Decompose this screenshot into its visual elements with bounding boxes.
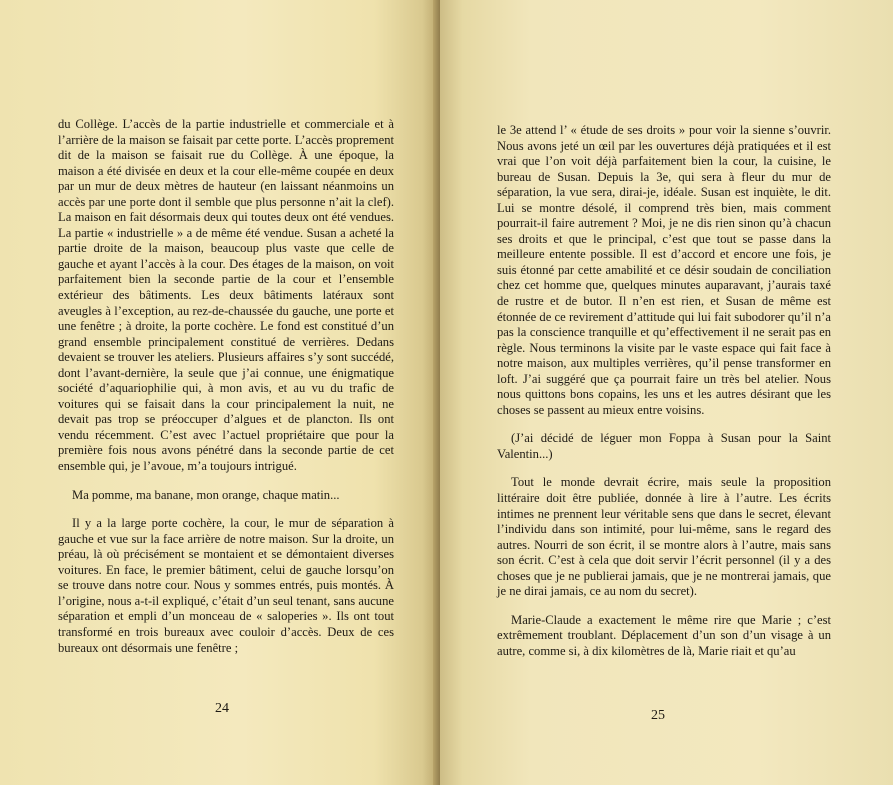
right-page-text (497, 123, 831, 660)
right-page (440, 0, 893, 785)
paragraph: (J’ai décidé de léguer mon Foppa à Susan pour la Saint Valentin...) (497, 431, 831, 461)
paragraph: Ma pomme, ma banane, mon orange, chaque matin... (72, 487, 340, 502)
page-number: 25 (651, 708, 665, 723)
paragraph: Il y a la large porte cochère, la cour, le mur de séparation à gauche et vue sur la face arrière de notre maison. Sur la droite, un préau, là où précisément se montaient et se démontaient diverses voitures. En face, le premier bâtiment, celui de gauche lorsqu’on se trouve dans notre cour. Nous y sommes entrés, puis montés. À l’origine, nous a-t-il expliqué, c’était d’un seul tenant, sans aucune séparation et empli d’un monceau de « saloperies ». Ils ont tout transformé en trois bureaux avec couloir d’accès. Deux de ces bureaux ont désormais une fenêtre ; (58, 516, 394, 655)
paragraph: Tout le monde devrait écrire, mais seule la proposition littéraire doit être publiée, donnée à lire à l’autre. Les écrits intimes ne prennent leur véritable sens que dans le secret, élevant l’individu dans son intimité, pour lui-même, sans le regard des autres. Nourri de son écrit, il se montre alors à l’autre, mais sans son écrit. C’est à cela que doit servir l’écrit personnel (il y a des choses que je ne publierai jamais, que je ne montrerai jamais, que je ne dirai jamais, ce au nom du secret). (497, 475, 831, 599)
paragraph: du Collège. L’accès de la partie industrielle et commerciale et à l’arrière de la maison se faisait par cette porte. L’accès proprement dit de la maison se faisait rue du Collège. À une époque, la maison a été divisée en deux et la cour elle-même coupée en deux par un mur de deux mètres de hauteur (en laissant néanmoins un accès par une porte dont il semble que plus personne n’ait la clef). La maison en fait désormais deux qui toutes deux ont été vendues. La partie « industrielle » a de même été vendue. Susan a acheté la partie droite de la maison, beaucoup plus vaste que celle de gauche et ayant l’accès à la cour. Des étages de la maison, on voit parfaitement bien la seconde partie de la cour et l’ensemble extérieur des bâtiments. Les deux bâtiments latéraux sont aveugles à l’exception, au rez-de-chaussée du gauche, une porte et une fenêtre ; à droite, la porte cochère. Le fond est constitué d’un grand ensemble principalement constitué de verrières. Dedans devaient se trouver les ateliers. Plusieurs affaires s’y sont succédé, dont l’avant-dernière, la seule que j’ai connue, une énigmatique société d’aquariophilie qui, à mon avis, et au vu du trafic de voitures qui se faisait dans la cour principalement la nuit, ne devait pas trop se préoccuper d’algues et de plancton. Ils ont vendu récemment. C’est avec l’actuel propriétaire que pour la première fois nous avons pénétré dans la seconde partie de cet ensemble qui, je l’avoue, m’a toujours intrigué. (58, 117, 394, 474)
paragraph: Marie-Claude a exactement le même rire que Marie ; c’est extrêmement troublant. Déplacement d’un son d’un visage à un autre, comme si, à dix kilomètres de là, Marie riait et qu’au (497, 612, 831, 658)
left-page (0, 0, 440, 785)
left-page-text (58, 117, 394, 656)
paragraph: le 3e attend l’ « étude de ses droits » pour voir la sienne s’ouvrir. Nous avons jeté un œil par les ouvertures déjà pratiquées et il est vrai que l’on voit déjà parfaitement bien la cour, la cuisine, le bureau de Susan. Depuis la 3e, qui sera à fleur du mur de séparation, la vue sera, dirai-je, idéale. Susan est inquiète, le dit. Lui se montre désolé, il comprend très bien, mais comment pourrait-il faire autrement ? Moi, je ne dis rien sinon qu’à chacun ses droits et que le principal, c’est que tout se passe dans la meilleure entente possible. Il est d’accord et encore une fois, je suis étonné par cette amabilité et ce désir soudain de conciliation chez cet homme que, quelques minutes auparavant, j’aurais taxé de rustre et de butor. Il n’en est rien, et Susan de même est étonnée de ce revirement d’attitude qui lui fait subodorer qu’il n’a pas la conscience tranquille et qu’effectivement il ne serait pas en règle. Nous terminons la visite par le vaste espace qui fait face à notre maison, aux multiples verrières, qu’il pense transformer en loft. J’ai suggéré que ça pourrait faire un très bel atelier. Nous nous quittons bons copains, les uns et les autres désirant que les choses se passent au mieux entre voisins. (497, 123, 831, 417)
page-number: 24 (215, 701, 229, 716)
